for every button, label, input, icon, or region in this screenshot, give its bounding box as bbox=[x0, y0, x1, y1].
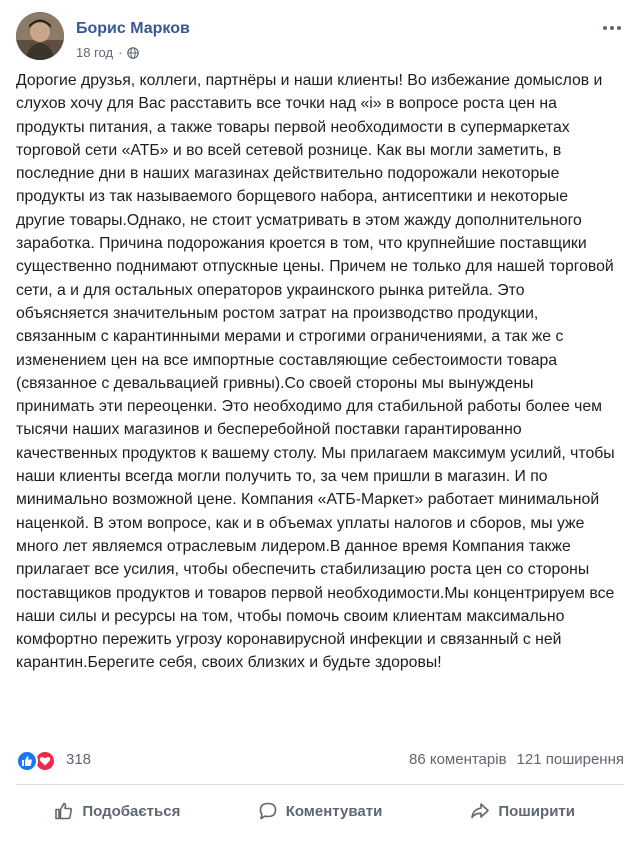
more-options-icon[interactable] bbox=[600, 20, 624, 36]
like-reaction-icon bbox=[16, 750, 38, 772]
thumbs-up-icon bbox=[54, 801, 74, 821]
like-button-label: Подобається bbox=[82, 802, 181, 820]
author-name[interactable]: Борис Марков bbox=[76, 20, 190, 37]
share-button-label: Поширити bbox=[498, 802, 575, 820]
shares-count[interactable]: 121 поширення bbox=[516, 751, 624, 768]
post-stats bbox=[409, 751, 624, 768]
comment-icon bbox=[258, 801, 278, 821]
comment-button[interactable] bbox=[219, 786, 422, 836]
reaction-icons[interactable] bbox=[16, 748, 66, 772]
avatar[interactable] bbox=[16, 12, 64, 60]
comment-button-label: Коментувати bbox=[285, 802, 383, 820]
post-time[interactable]: 18 год bbox=[76, 45, 114, 60]
divider bbox=[16, 784, 624, 785]
like-button[interactable] bbox=[16, 786, 219, 836]
post-text: Дорогие друзья, коллеги, партнёры и наши клиенты! Во избежание домыслов и слухов хочу для Вас расставить все точки над «і» в вопросе роста цен на продукты питания, а также товары первой необходимости в супермаркетах торговой сети «АТБ» и во всей сетевой рознице. Как вы могли заметить, в последние дни в наших магазинах действительно подорожали некоторые продукты из так называемого борщевого набора, антисептики и некоторые другие товары.Однако, не стоит усматривать в этом жажду дополнительного заработка. Причина подорожания кроется в том, что крупнейшие поставщики существенно поднимают отпускные цены. Причем не только для нашей торговой сети, а и для остальных операторов украинского рынка ритейла. Это объясняется значительным ростом затрат на производство продукции, связанным с карантинными мерами и строгими ограничениями, а так же с изменением цен на все импортные составляющие себестоимости товара (связанное с девальвацией гривны).Со своей стороны мы вынуждены принимать эти переоценки. Это необходимо для стабильной работы более чем тысячи наших магазинов и бесперебойной поставки гарантированно качественных продуктов к вашему столу. Мы прилагаем максимум усилий, чтобы наши клиенты всегда могли получить то, за чем пришли в магазин. И по минимально возможной цене. Компания «АТБ-Маркет» работает минимальной наценкой. В этом вопросе, как и в объемах уплаты налогов и сборов, мы уже много лет являемся отраслевым лидером.В данное время Компания также прилагает все усилия, чтобы обеспечить стабилизацию роста цен со стороны поставщиков продуктов и товаров первой необходимости.Мы концентрируем все наши силы и ресурсы на том, чтобы помочь своим клиентам максимально комфортно пережить угрозу коронавирусной инфекции и связанный с ней карантин.Берегите себя, своих близких и будьте здоровы! bbox=[16, 72, 615, 672]
meta-separator: · bbox=[118, 45, 123, 60]
post-meta bbox=[76, 45, 139, 60]
share-icon bbox=[470, 801, 490, 821]
share-button[interactable] bbox=[421, 786, 624, 836]
globe-icon[interactable] bbox=[127, 47, 139, 59]
reaction-count[interactable]: 318 bbox=[66, 751, 92, 768]
post-header bbox=[16, 12, 624, 68]
comments-count[interactable]: 86 коментарів bbox=[408, 751, 507, 768]
reactions-bar bbox=[16, 746, 624, 774]
action-bar bbox=[16, 786, 624, 836]
